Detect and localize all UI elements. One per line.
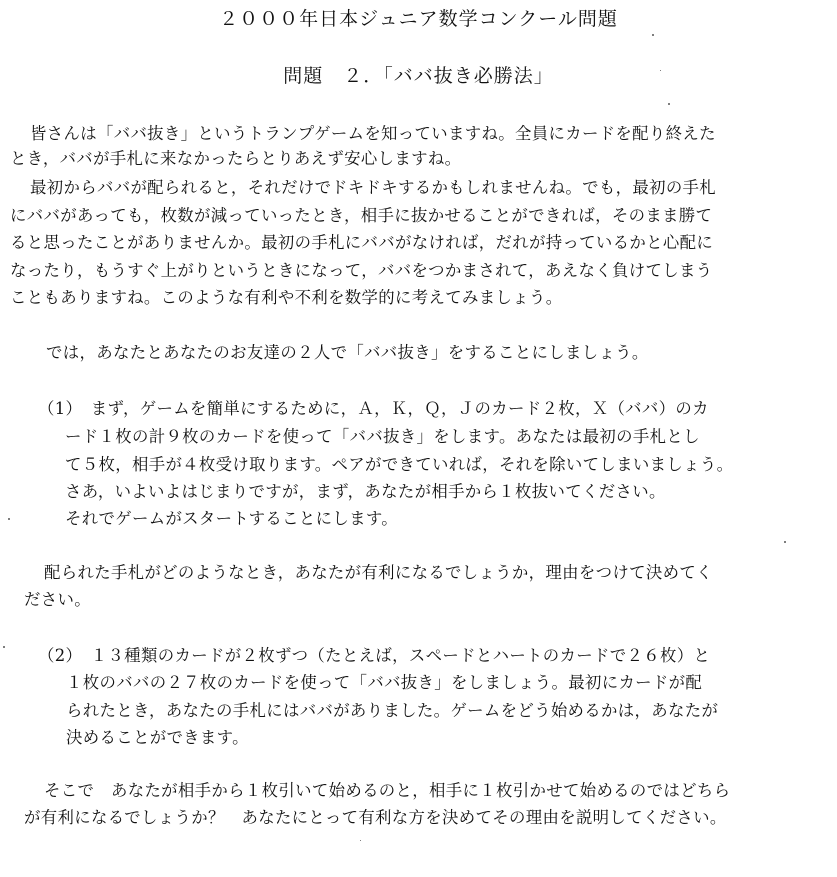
intro-line: とき，ババが手札に来なかったらとりあえず安心しますね。 [10, 149, 462, 168]
question-1-line: ード１枚の計９枚のカードを使って「ババ抜き」をします。あなたは最初の手札とし [65, 427, 700, 446]
intro-line: ると思ったことがありませんか。最初の手札にババがなければ，だれが持っているかと心配に [10, 233, 714, 252]
page-title: ２０００年日本ジュニア数学コンクール問題 [219, 8, 618, 30]
question-2-ask: が有利になるでしょうか？ あなたにとって有利な方を決めてその理由を説明してください。 [24, 808, 727, 827]
question-1-line: さあ，いよいよはじまりですが，まず，あなたが相手から１枚抜いてください。 [65, 482, 666, 501]
question-2-line: １枚のババの２７枚のカードを使って「ババ抜き」をしましょう。最初にカードが配 [66, 673, 703, 692]
intro-line: こともありますね。このような有利や不利を数学的に考えてみましょう。 [10, 288, 563, 307]
scan-speck [668, 103, 670, 105]
question-1-line: （1） まず，ゲームを簡単にするために，Ａ，Ｋ，Ｑ，Ｊのカード２枚，Ｘ（ババ）のカ [38, 399, 709, 418]
scan-speck [784, 541, 786, 543]
intro-line: では，あなたとあなたのお友達の２人で「ババ抜き」をすることにしましょう。 [46, 343, 649, 362]
scan-speck [652, 34, 654, 36]
question-1-ask: ださい。 [24, 590, 91, 609]
question-1-line: それでゲームがスタートすることにします。 [65, 509, 399, 528]
scan-speck [360, 840, 361, 841]
intro-line: なったり，もうすぐ上がりというときになって，ババをつかまされて，あえなく負けてしまう [10, 261, 713, 280]
question-1-ask: 配られた手札がどのようなとき，あなたが有利になるでしょうか，理由をつけて決めてく [44, 563, 713, 582]
intro-line: 最初からババが配られると，それだけでドキドキするかもしれませんね。でも，最初の手札 [30, 178, 717, 197]
scan-speck [8, 518, 10, 520]
scan-speck [660, 70, 661, 71]
question-1-line: て５枚，相手が４枚受け取ります。ペアができていれば，それを除いてしまいましょう。 [65, 455, 734, 474]
question-2-line: （2） １３種類のカードが２枚ずつ（たとえば，スペードとハートのカードで２６枚）と [38, 646, 711, 665]
intro-line: 皆さんは「ババ抜き」というトランプゲームを知っていますね。全員にカードを配り終えた [30, 124, 716, 143]
question-2-line: られたとき，あなたの手札にはババがありました。ゲームをどう始めるかは，あなたが [66, 701, 719, 720]
intro-line: にババがあっても，枚数が減っていったとき，相手に抜かせることができれば，そのまま勝て [10, 206, 713, 225]
scan-speck [3, 646, 5, 648]
question-2-line: 決めることができます。 [66, 728, 249, 747]
question-2-ask: そこで あなたが相手から１枚引いて始めるのと，相手に１枚引かせて始めるのではどちら [44, 781, 731, 800]
problem-heading: 問題 ２．「ババ抜き必勝法」 [283, 65, 554, 87]
